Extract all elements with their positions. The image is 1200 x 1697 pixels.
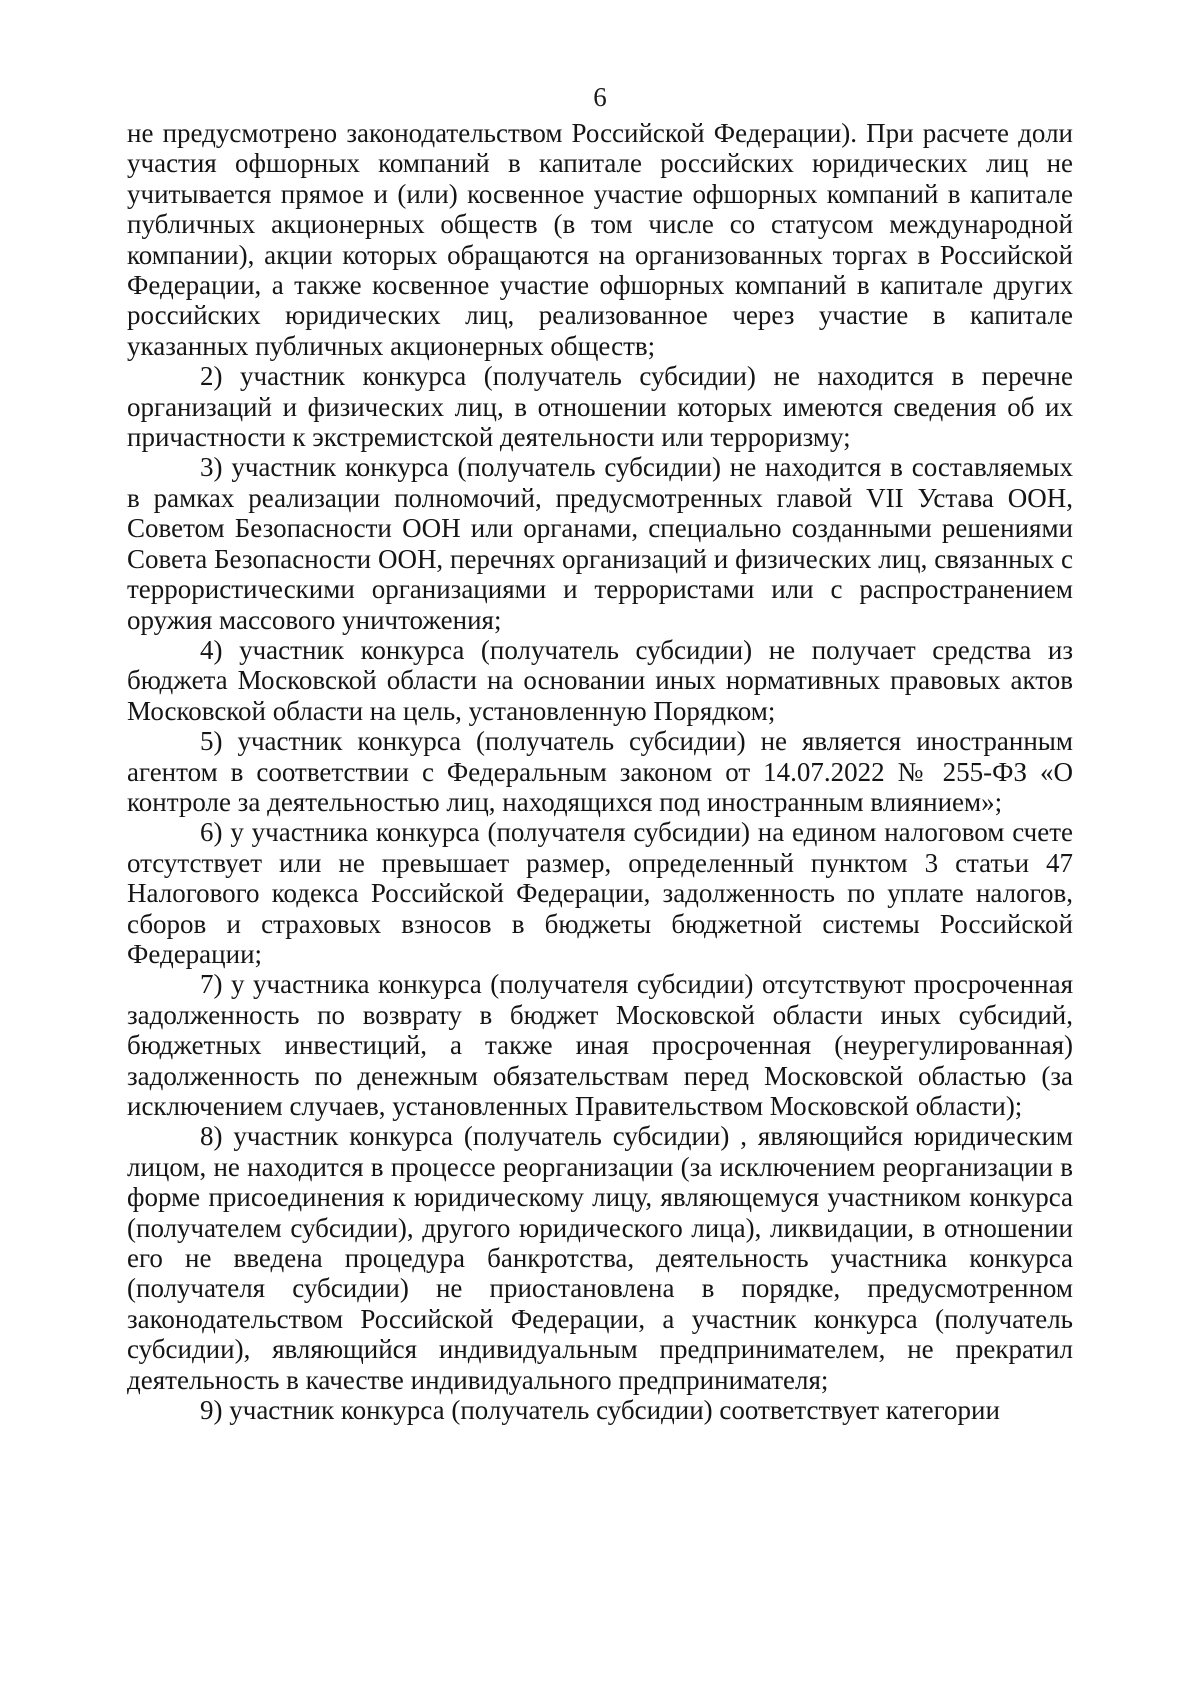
paragraph-item-9: 9) участник конкурса (получатель субсидии) соответствует категории [200, 1395, 1000, 1426]
paragraph-item-5: 5) участник конкурса (получатель субсидии) не является иностранным агентом в соответствии с Федеральным законом от 14.07.2022 № 255-ФЗ «О контроле за деятельностью лиц, находящихся под иностранным влиянием»; [127, 726, 1073, 817]
document-body [127, 118, 1073, 1425]
paragraph-item-4: 4) участник конкурса (получатель субсидии) не получает средства из бюджета Московской области на основании иных нормативных правовых актов Московской области на цель, установленную Порядком; [127, 634, 1073, 726]
page-number: 6 [593, 82, 607, 112]
paragraph-item-2: 2) участник конкурса (получатель субсидии) не находится в перечне организаций и физических лиц, в отношении которых имеются сведения об их причастности к экстремистской деятельности или терроризму; [127, 361, 1073, 453]
paragraph-item-7: 7) у участника конкурса (получателя субсидии) отсутствуют просроченная задолженность по возврату в бюджет Московской области иных субсидий, бюджетных инвестиций, а также иная просроченная (неурегулированная) задолженность по денежным обязательствам перед Московской областью (за исключением случаев, установленных Правительством Московской области); [127, 969, 1073, 1121]
paragraph-item-6: 6) у участника конкурса (получателя субсидии) на едином налоговом счете отсутствует или не превышает размер, определенный пунктом 3 статьи 47 Налогового кодекса Российской Федерации, задолженность по уплате налогов, сборов и страховых взносов в бюджеты бюджетной системы Российской Федерации; [127, 817, 1073, 969]
paragraph-item-8: 8) участник конкурса (получатель субсидии) , являющийся юридическим лицом, не находится в процессе реорганизации (за исключением реорганизации в форме присоединения к юридическому лицу, являющемуся участником конкурса (получателем субсидии), другого юридического лица), ликвидации, в отношении его не введена процедура банкротства, деятельность участника конкурса (получателя субсидии) не приостановлена в порядке, предусмотренном законодательством Российской Федерации, а участник конкурса (получатель субсидии), являющийся индивидуальным предпринимателем, не прекратил деятельность в качестве индивидуального предпринимателя; [127, 1121, 1073, 1395]
paragraph-item-3: 3) участник конкурса (получатель субсидии) не находится в составляемых в рамках реализации полномочий, предусмотренных главой VII Устава ООН, Советом Безопасности ООН или органами, специально созданными решениями Совета Безопасности ООН, перечнях организаций и физических лиц, связанных с террористическими организациями и террористами или с распространением оружия массового уничтожения; [127, 452, 1073, 635]
paragraph-continuation: не предусмотрено законодательством Российской Федерации). При расчете доли участия офшорных компаний в капитале российских юридических лиц не учитывается прямое и (или) косвенное участие офшорных компаний в капитале публичных акционерных обществ (в том числе со статусом международной компании), акции которых обращаются на организованных торгах в Российской Федерации, а также косвенное участие офшорных компаний в капитале других российских юридических лиц, реализованное через участие в капитале указанных публичных акционерных обществ; [127, 118, 1073, 361]
